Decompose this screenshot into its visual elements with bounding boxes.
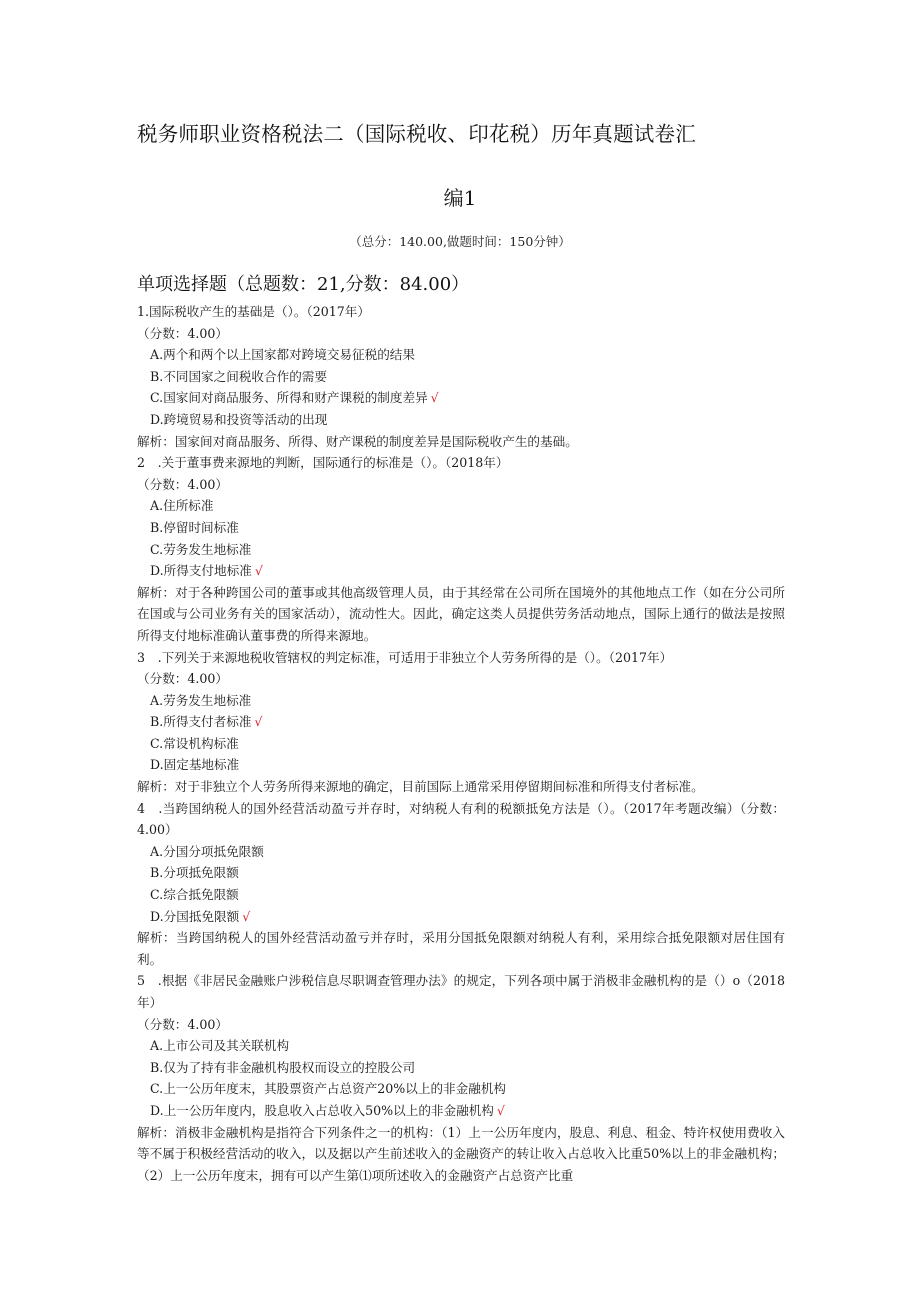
option-text: B.不同国家之间税收合作的需要	[150, 368, 327, 384]
question-analysis: 解析：对于非独立个人劳务所得来源地的确定，目前国际上通常采用停留期间标准和所得支付者标准。	[137, 779, 704, 795]
option-c	[137, 1078, 785, 1100]
option-text: D.上一公历年度内，股息收入占总收入50%以上的非金融机构	[150, 1102, 494, 1118]
question-score: （分数：4.00）	[137, 1016, 229, 1032]
question-stem: 5 .根据《非居民金融账户涉税信息尽职调查管理办法》的规定，下列各项中属于消极非金融机构的是（）o（2018年）	[137, 973, 785, 1010]
document-title: 税务师职业资格税法二（国际税收、印花税）历年真题试卷汇	[137, 122, 696, 146]
option-text: D.跨境贸易和投资等活动的出现	[150, 411, 328, 427]
question-stem: 1.国际税收产生的基础是（）。（2017年）	[137, 304, 370, 319]
option-c	[137, 733, 785, 755]
question-score: （分数：4.00）	[137, 325, 229, 341]
option-text: D.所得支付地标准	[150, 563, 252, 579]
option-text: A.住所标准	[150, 498, 214, 514]
option-b	[137, 366, 785, 388]
option-b	[137, 711, 785, 733]
correct-check-icon: √	[496, 1102, 505, 1118]
question-stem: 3 .下列关于来源地税收管辖权的判定标准，可适用于非独立个人劳务所得的是（）。（2017年）	[137, 649, 673, 665]
option-d	[137, 1100, 785, 1122]
exam-meta: （总分：140.00,做题时间：150分钟）	[349, 234, 571, 249]
question-stem: 4 .当跨国纳税人的国外经营活动盈亏并存时，对纳税人有利的税额抵免方法是（）。（2017年考题改编）（分数：4.00）	[137, 800, 785, 838]
correct-check-icon: √	[254, 714, 263, 730]
option-d	[137, 409, 785, 431]
option-a	[137, 495, 785, 517]
option-text: A.两个和两个以上国家都对跨境交易征税的结果	[150, 347, 415, 363]
section-header: 单项选择题（总题数：21,分数：84.00）	[137, 274, 470, 295]
document-title-continued: 编1	[443, 186, 477, 210]
option-a	[137, 344, 785, 366]
correct-check-icon: √	[242, 908, 251, 924]
option-text: C.综合抵免限额	[150, 887, 239, 903]
option-c	[137, 884, 785, 906]
option-c	[137, 387, 785, 409]
option-d	[137, 754, 785, 776]
option-d	[137, 906, 785, 928]
option-a	[137, 841, 785, 863]
option-text: D.分国抵免限额	[150, 908, 240, 924]
correct-check-icon: √	[430, 390, 439, 406]
option-text: C.常设机构标准	[150, 735, 239, 751]
option-a	[137, 690, 785, 712]
option-text: B.停留时间标准	[150, 519, 239, 535]
option-b	[137, 517, 785, 539]
question-analysis: 解析：国家间对商品服务、所得、财产课税的制度差异是国际税收产生的基础。	[137, 433, 578, 449]
question-analysis: 解析：当跨国纳税人的国外经营活动盈亏并存时，采用分国抵免限额对纳税人有利，采用综合抵免限额对居住国有利。	[137, 930, 785, 967]
question-list	[137, 301, 785, 1186]
option-text: D.固定基地标准	[150, 757, 240, 773]
option-a	[137, 1035, 785, 1057]
option-b	[137, 862, 785, 884]
question-analysis: 解析：对于各种跨国公司的董事或其他高级管理人员，由于其经常在公司所在国境外的其他地点工作（如在分公司所在国或与公司业务有关的国家活动），流动性大。因此，确定这类人员提供劳务活动地点，国际上通行的做法是按照所得支付地标准确认董事费的所得来源地。	[137, 584, 785, 643]
option-text: C.上一公历年度末，其股票资产占总资产20%以上的非金融机构	[150, 1081, 507, 1097]
option-text: A.劳务发生地标准	[150, 692, 252, 708]
option-d	[137, 560, 785, 582]
option-text: B.仅为了持有非金融机构股权而设立的控股公司	[150, 1059, 416, 1075]
correct-check-icon: √	[254, 563, 263, 579]
option-b	[137, 1057, 785, 1079]
question-score: （分数：4.00）	[137, 671, 229, 687]
option-text: A.上市公司及其关联机构	[150, 1038, 290, 1054]
option-text: C.劳务发生地标准	[150, 541, 252, 557]
option-c	[137, 539, 785, 561]
option-text: B.所得支付者标准	[150, 714, 252, 730]
question-stem: 2 .关于董事费来源地的判断，国际通行的标准是（）。（2018年）	[137, 455, 509, 471]
option-text: A.分国分项抵免限额	[150, 843, 264, 859]
question-score: （分数：4.00）	[137, 476, 229, 492]
option-text: C.国家间对商品服务、所得和财产课税的制度差异	[150, 390, 428, 406]
question-analysis: 解析：消极非金融机构是指符合下列条件之一的机构：（1）上一公历年度内，股息、利息、租金、特许权使用费收入等不属于积极经营活动的收入，以及据以产生前述收入的金融资产的转让收入占总收入比重50%以上的非金融机构；（2）上一公历年度末，拥有可以产生第⑴项所述收入的金融资产占总资产比重	[137, 1124, 785, 1183]
option-text: B.分项抵免限额	[150, 865, 239, 881]
